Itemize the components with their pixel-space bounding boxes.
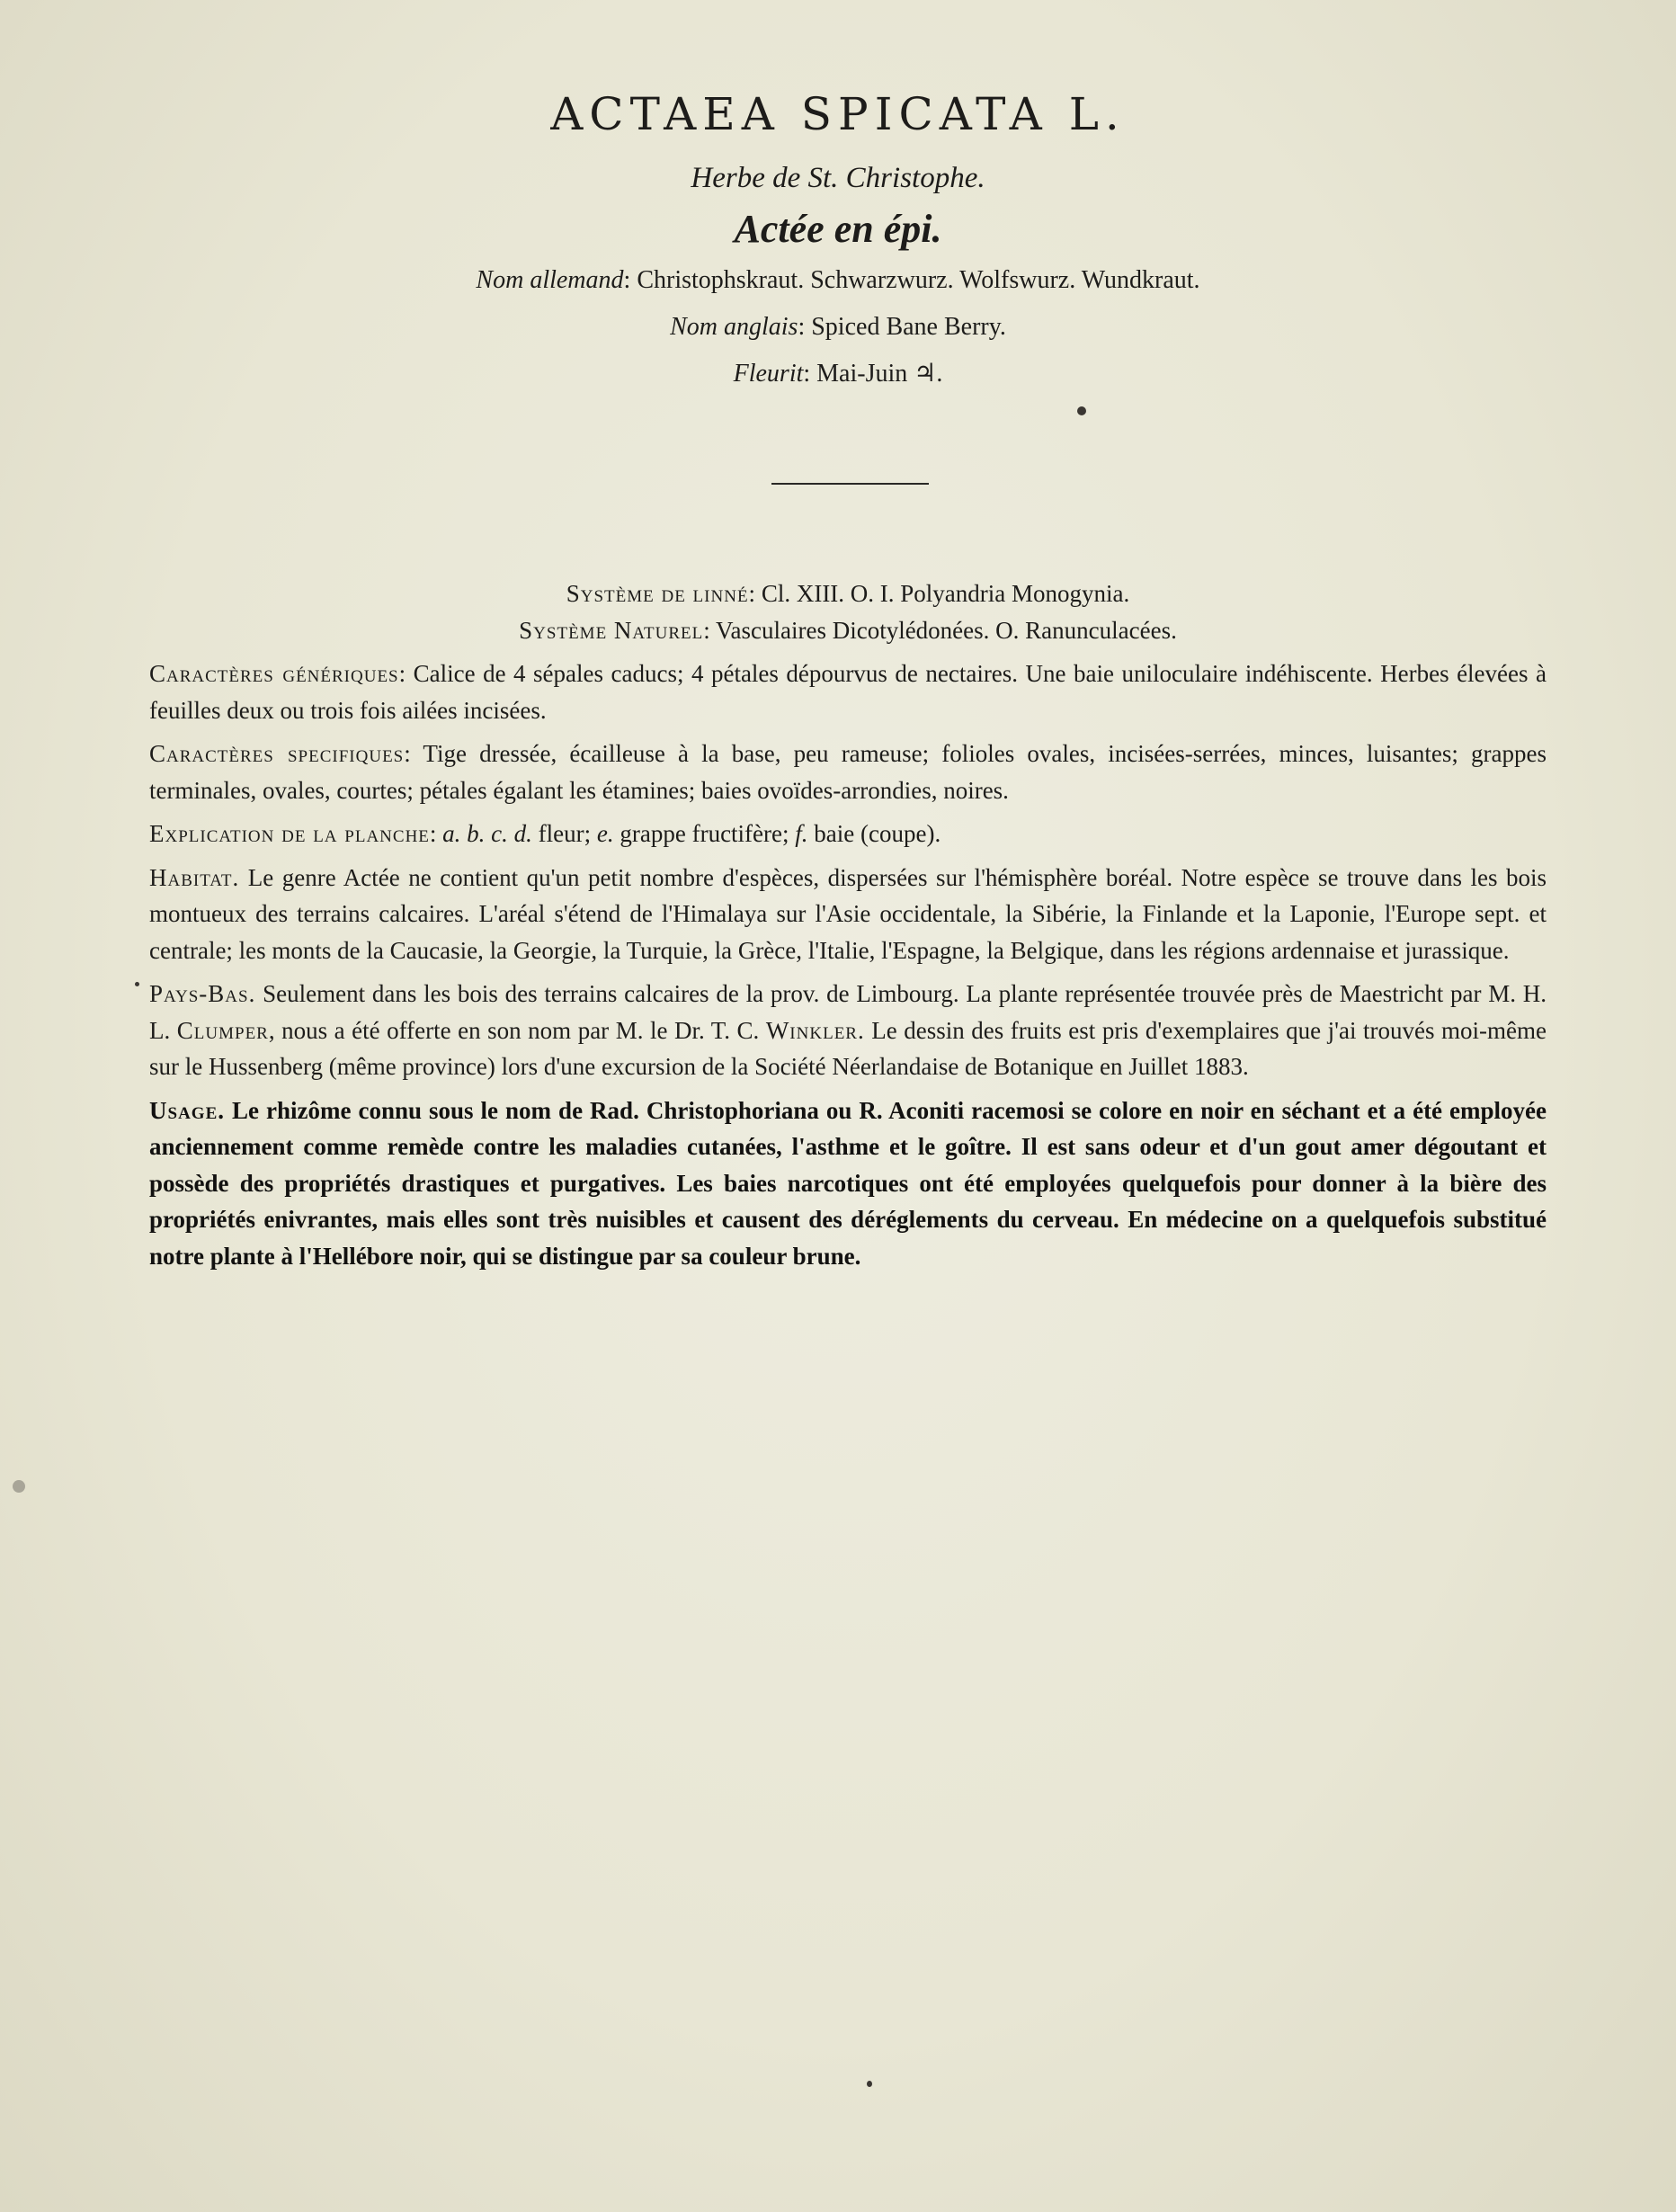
netherlands-label: Pays-Bas. [149, 980, 256, 1007]
usage-label: Usage. [149, 1096, 225, 1124]
specific-label: Caractères specifiques [149, 740, 405, 767]
generic-text: Calice de 4 sépales caducs; 4 pétales dépourvus de nectaires. Une baie uniloculaire indéhiscente. Herbes élevées à feuilles deux ou trois fois ailées incisées. [149, 660, 1547, 724]
generic-label: Caractères génériques [149, 660, 399, 687]
english-label: Nom anglais [670, 313, 798, 341]
linne-system-line: Système de linné: Cl. XIII. O. I. Polyandria Monogynia. [566, 580, 1130, 607]
ink-spot [135, 982, 139, 986]
explanation-flower: fleur; [538, 820, 592, 847]
habitat-label: Habitat. [149, 863, 240, 891]
naturel-text: Vasculaires Dicotylédonées. O. Ranunculacées. [716, 616, 1177, 644]
donor-name: Winkler. [765, 1016, 865, 1044]
ink-spot [867, 2081, 872, 2087]
specific-text: Tige dressée, écailleuse à la base, peu rameuse; folioles ovales, incisées-serrées, minces, luisantes; grappes terminales, ovales, courtes; pétales égalant les étamines; baies ovoïdes-arrondies, noires. [149, 740, 1547, 804]
naturel-label: Système Naturel [519, 616, 704, 644]
natural-system-line: Système Naturel: Vasculaires Dicotylédonées. O. Ranunculacées. [519, 616, 1177, 644]
generic-characters-paragraph: Caractères génériques: Calice de 4 sépales caducs; 4 pétales dépourvus de nectaires. Une baie uniloculaire indéhiscente. Herbes élevées à feuilles deux ou trois fois ailées incisées. [149, 660, 1547, 724]
explanation-berry: baie (coupe). [814, 820, 941, 847]
description-body [149, 575, 1547, 1274]
german-name-line: Nom allemand: Christophskraut. Schwarzwurz. Wolfswurz. Wundkraut. [476, 266, 1200, 294]
explanation-cluster: grappe fructifère; [620, 820, 789, 847]
german-label: Nom allemand [476, 266, 624, 294]
netherlands-text-1: Seulement dans les bois des terrains calcaires de la prov. de Limbourg. La plante représentée trouvée près de Maestricht par M. H. L. [149, 980, 1547, 1044]
ink-spot [13, 1480, 25, 1493]
plate-explanation-paragraph: Explication de la planche: a. b. c. d. fleur; e. grappe fructifère; f. baie (coupe). [149, 820, 941, 847]
collector-name: Clumper [176, 1016, 269, 1044]
german-value: Christophskraut. Schwarzwurz. Wolfswurz. Wundkraut. [637, 266, 1200, 294]
habitat-text: Le genre Actée ne contient qu'un petit nombre d'espèces, dispersées sur l'hémisphère boréal. Notre espèce se trouve dans les bois montueux des terrains calcaires. L'aréal s'étend de l'Himalaya sur l'Asie occidentale, la Sibérie, la Finlande et la Laponie, l'Europe sept. et centrale; les monts de la Caucasie, la Georgie, la Turquie, la Grèce, l'Italie, l'Espagne, la Belgique, dans les régions ardennaise et jurassique. [149, 863, 1547, 964]
linne-label: Système de linné [566, 580, 749, 607]
explanation-label: Explication de la planche [149, 820, 430, 847]
page-title: ACTAEA SPICATA L. [550, 88, 1126, 140]
explanation-letters-abcd: a. b. c. d. [442, 820, 532, 847]
english-value: Spiced Bane Berry. [811, 313, 1006, 341]
explanation-letter-e: e. [596, 820, 614, 847]
ink-spot [1077, 406, 1086, 415]
separator-rule [771, 483, 929, 485]
netherlands-text-3: Le dessin des fruits est pris d'exemplaires que j'ai trouvés moi-même sur le Hussenberg (même province) lors d'une excursion de la Société Néerlandaise de Botanique en Juillet 1883. [149, 1016, 1547, 1080]
flowering-line: Fleurit: Mai-Juin ♃. [733, 360, 943, 388]
usage-paragraph [149, 1093, 1547, 1275]
subtitle: Herbe de St. Christophe. [691, 162, 985, 194]
english-name-line: Nom anglais: Spiced Bane Berry. [670, 313, 1006, 341]
french-name: Actée en épi. [734, 207, 942, 251]
specific-characters-paragraph: Caractères specifiques: Tige dressée, écailleuse à la base, peu rameuse; folioles ovales, incisées-serrées, minces, luisantes; grappes terminales, ovales, courtes; pétales égalant les étamines; baies ovoïdes-arrondies, noires. [149, 740, 1547, 804]
netherlands-paragraph [149, 976, 1547, 1085]
usage-text: Le rhizôme connu sous le nom de Rad. Christophoriana ou R. Aconiti racemosi se colore en noir en séchant et a été employée anciennement comme remède contre les maladies cutanées, l'asthme et le goître. Il est sans odeur et d'un gout amer dégoutant et possède des propriétés drastiques et purgatives. Les baies narcotiques ont été employées quelquefois pour donner à la bière des propriétés enivrantes, mais elles sont très nuisibles et causent des déréglements du cerveau. En médecine on a quelquefois substitué notre plante à l'Hellébore noir, qui se distingue par sa couleur brune. [149, 1096, 1547, 1270]
linne-text: Cl. XIII. O. I. Polyandria Monogynia. [761, 580, 1130, 607]
habitat-paragraph [149, 860, 1547, 969]
flowering-label: Fleurit [733, 360, 804, 388]
netherlands-text-2: , nous a été offerte en son nom par M. le Dr. T. C. [268, 1016, 760, 1044]
flowering-value: Mai-Juin ♃. [816, 360, 943, 388]
header [0, 83, 1676, 397]
explanation-letter-f: f. [795, 820, 808, 847]
